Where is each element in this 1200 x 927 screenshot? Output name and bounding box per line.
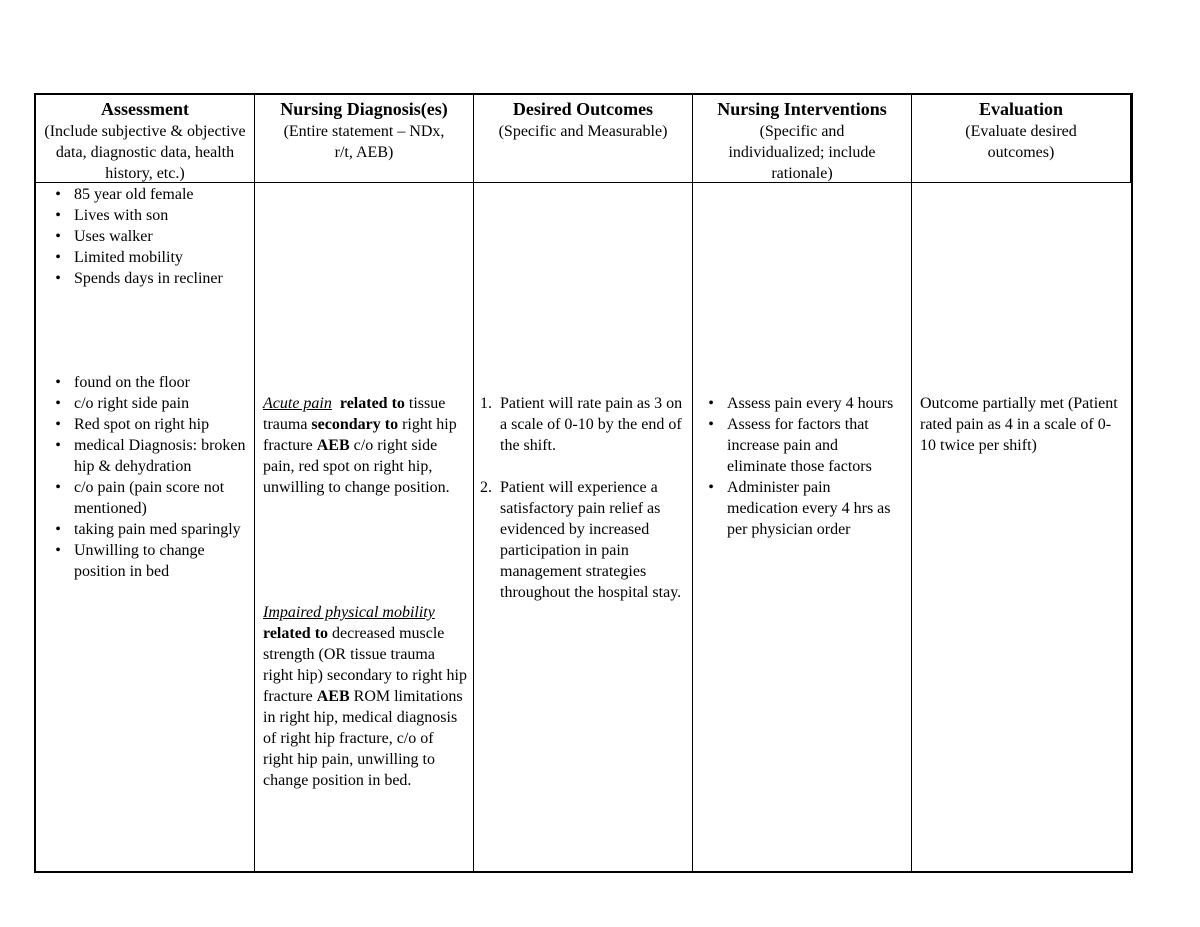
list-item-text: Red spot on right hip: [74, 416, 210, 433]
list-item: [36, 247, 254, 268]
outcome-text: Patient will experience a satisfactory pain relief as evidenced by increased participation in pain management strategies throughout the hospital stay.: [500, 479, 682, 601]
header-desired-outcomes: [474, 95, 693, 183]
list-item-text: found on the floor: [74, 374, 190, 391]
bullet-icon: •: [55, 416, 61, 433]
header-title: Desired Outcomes: [512, 99, 654, 119]
list-item-text: Assess pain every 4 hours: [727, 395, 894, 412]
outcome-item: [474, 393, 684, 456]
evaluation-cell: [912, 183, 1131, 871]
list-item-text: Uses walker: [74, 228, 153, 245]
list-item-text: 85 year old female: [74, 186, 194, 203]
diagnosis-rt-text: tissue trauma: [263, 395, 446, 433]
diagnosis-related-to-label: related to: [263, 625, 329, 642]
list-item: [36, 184, 254, 205]
list-item: [36, 435, 254, 477]
diagnosis-name: Impaired physical mobility: [263, 604, 435, 621]
list-item-text: c/o pain (pain score not mentioned): [74, 479, 225, 517]
bullet-icon: •: [708, 395, 714, 412]
list-item: [701, 414, 897, 477]
list-item: [36, 226, 254, 247]
bullet-icon: •: [55, 437, 61, 454]
bullet-icon: •: [55, 186, 61, 203]
list-item: [36, 372, 254, 393]
bullet-icon: •: [55, 207, 61, 224]
list-item-text: c/o right side pain: [74, 395, 190, 412]
list-item: [701, 477, 897, 540]
bullet-icon: •: [708, 479, 714, 496]
header-evaluation: [912, 95, 1131, 183]
list-item: [36, 205, 254, 226]
list-item-text: Spends days in recliner: [74, 270, 223, 287]
list-item-text: taking pain med sparingly: [74, 521, 241, 538]
list-item-text: Unwilling to change position in bed: [74, 542, 205, 580]
outcomes-cell: [474, 183, 693, 871]
diagnosis-aeb-text: ROM limitations in right hip, medical diagnosis of right hip fracture, c/o of right hip pain, unwilling to change position in bed.: [263, 688, 463, 789]
header-title: Evaluation: [978, 99, 1064, 119]
diagnosis-1: [255, 393, 473, 498]
header-title: Nursing Diagnosis(es): [280, 99, 448, 119]
list-item-text: Lives with son: [74, 207, 169, 224]
list-item: [36, 268, 254, 289]
list-item: [36, 393, 254, 414]
list-item: [36, 414, 254, 435]
diagnosis-rt-text: decreased muscle strength (OR tissue trauma right hip) secondary to right hip fracture: [263, 625, 467, 705]
bullet-icon: •: [708, 416, 714, 433]
diagnosis-secondary-text: right hip fracture: [263, 416, 457, 454]
list-item-text: Administer pain medication every 4 hrs as per physician order: [727, 479, 891, 538]
diagnosis-related-to-label: related to: [339, 395, 405, 412]
interventions-block: [701, 393, 897, 540]
list-item-text: medical Diagnosis: broken hip & dehydration: [74, 437, 246, 475]
diagnosis-name: Acute pain: [263, 395, 332, 412]
interventions-list: [701, 393, 897, 540]
bullet-icon: •: [55, 270, 61, 287]
diagnosis-cell: [255, 183, 474, 871]
care-plan-table: [34, 93, 1133, 873]
header-subtitle: (Specific and individualized; include rationale): [728, 123, 876, 182]
diagnosis-aeb-label: AEB: [316, 437, 350, 454]
diagnosis-2: [255, 602, 473, 791]
diagnosis-secondary-to-label: secondary to: [311, 416, 399, 433]
assessment-group-1: [36, 184, 254, 289]
bullet-icon: •: [55, 249, 61, 266]
header-subtitle: (Include subjective & objective data, diagnostic data, health history, etc.): [44, 123, 246, 182]
header-title: Assessment: [101, 99, 189, 119]
list-item: [36, 477, 254, 519]
evaluation-text: Outcome partially met (Patient rated pain as 4 in a scale of 0-10 twice per shift): [920, 395, 1118, 454]
header-subtitle: (Entire statement – NDx, r/t, AEB): [283, 123, 445, 161]
bullet-icon: •: [55, 228, 61, 245]
outcome-number: 2.: [480, 479, 492, 496]
header-subtitle: (Evaluate desired outcomes): [965, 123, 1077, 161]
header-title: Nursing Interventions: [717, 99, 887, 119]
assessment-list-1: [36, 184, 254, 289]
list-item-text: Assess for factors that increase pain and eliminate those factors: [727, 416, 872, 475]
assessment-cell: [36, 183, 255, 871]
header-nursing-interventions: [693, 95, 912, 183]
list-item: [701, 393, 897, 414]
diagnosis-aeb-text: c/o right side pain, red spot on right hip, unwilling to change position.: [263, 437, 450, 496]
bullet-icon: •: [55, 374, 61, 391]
bullet-icon: •: [55, 479, 61, 496]
outcome-number: 1.: [480, 395, 492, 412]
bullet-icon: •: [55, 521, 61, 538]
diagnosis-aeb-label: AEB: [316, 688, 350, 705]
header-subtitle: (Specific and Measurable): [498, 123, 668, 140]
list-item: [36, 540, 254, 582]
assessment-list-2: [36, 372, 254, 582]
outcomes-block: [474, 393, 692, 603]
list-item: [36, 519, 254, 540]
header-assessment: [36, 95, 255, 183]
outcomes-list: [474, 393, 684, 603]
bullet-icon: •: [55, 542, 61, 559]
assessment-group-2: [36, 372, 254, 582]
bullet-icon: •: [55, 395, 61, 412]
interventions-cell: [693, 183, 912, 871]
outcome-item: [474, 477, 684, 603]
list-item-text: Limited mobility: [74, 249, 183, 266]
header-nursing-diagnosis: [255, 95, 474, 183]
outcome-text: Patient will rate pain as 3 on a scale of 0-10 by the end of the shift.: [500, 395, 683, 454]
